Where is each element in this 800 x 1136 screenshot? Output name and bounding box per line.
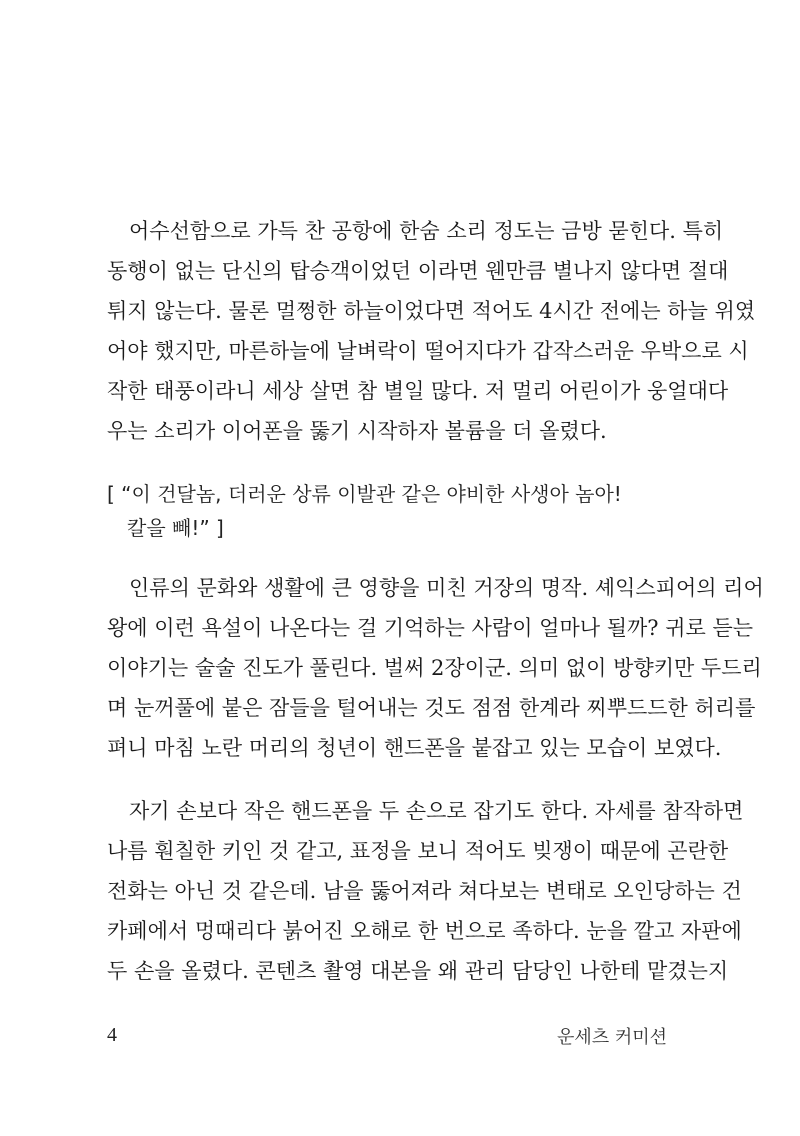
quote-line: [ “이 건달놈, 더러운 상류 이발관 같은 야비한 사생아 놈아!	[107, 482, 622, 506]
paragraph-line: 펴니 마침 노란 머리의 청년이 핸드폰을 붙잡고 있는 모습이 보였다.	[107, 736, 722, 760]
paragraph-3	[107, 791, 744, 991]
paragraph-line: 카페에서 멍때리다 붉어진 오해로 한 번으로 족하다. 눈을 깔고 자판에	[107, 919, 742, 943]
paragraph-line: 두 손을 올렸다. 콘텐츠 촬영 대본을 왜 관리 담당인 나한테 맡겼는지	[107, 959, 729, 983]
paragraph-line: 튀지 않는다. 물론 멀쩡한 하늘이었다면 적어도 4시간 전에는 하늘 위였	[107, 299, 756, 323]
paragraph-line: 동행이 없는 단신의 탑승객이었던 이라면 웬만큼 별나지 않다면 절대	[107, 259, 729, 283]
paragraph-1	[107, 211, 756, 451]
paragraph-line: 우는 소리가 이어폰을 뚫기 시작하자 볼륨을 더 올렸다.	[107, 419, 607, 443]
paragraph-2	[107, 568, 764, 768]
paragraph-line: 전화는 아닌 것 같은데. 남을 뚫어져라 쳐다보는 변태로 오인당하는 건	[107, 879, 742, 903]
paragraph-line: 며 눈꺼풀에 붙은 잠들을 털어내는 것도 점점 한계라 찌뿌드드한 허리를	[107, 696, 756, 720]
paragraph-line: 작한 태풍이라니 세상 살면 참 별일 많다. 저 멀리 어린이가 웅얼대다	[107, 379, 729, 403]
paragraph-line: 어야 했지만, 마른하늘에 날벼락이 떨어지다가 갑작스러운 우박으로 시	[107, 339, 749, 363]
page-number: 4	[107, 1024, 117, 1046]
paragraph-line: 인류의 문화와 생활에 큰 영향을 미친 거장의 명작. 셰익스피어의 리어	[129, 576, 764, 600]
running-title: 운세츠 커미션	[556, 1027, 667, 1048]
quote-line: 칼을 빼!” ]	[127, 516, 224, 540]
paragraph-line: 나름 훤칠한 키인 것 같고, 표정을 보니 적어도 빚쟁이 때문에 곤란한	[107, 839, 729, 863]
paragraph-line: 자기 손보다 작은 핸드폰을 두 손으로 잡기도 한다. 자세를 참작하면	[129, 799, 744, 823]
paragraph-line: 왕에 이런 욕설이 나온다는 걸 기억하는 사람이 얼마나 될까? 귀로 듣는	[107, 616, 754, 640]
paragraph-line: 이야기는 술술 진도가 풀린다. 벌써 2장이군. 의미 없이 방향키만 두드리	[107, 656, 762, 680]
dialogue-quote	[107, 477, 667, 545]
paragraph-line: 어수선함으로 가득 찬 공항에 한숨 소리 정도는 금방 묻힌다. 특히	[129, 219, 724, 243]
